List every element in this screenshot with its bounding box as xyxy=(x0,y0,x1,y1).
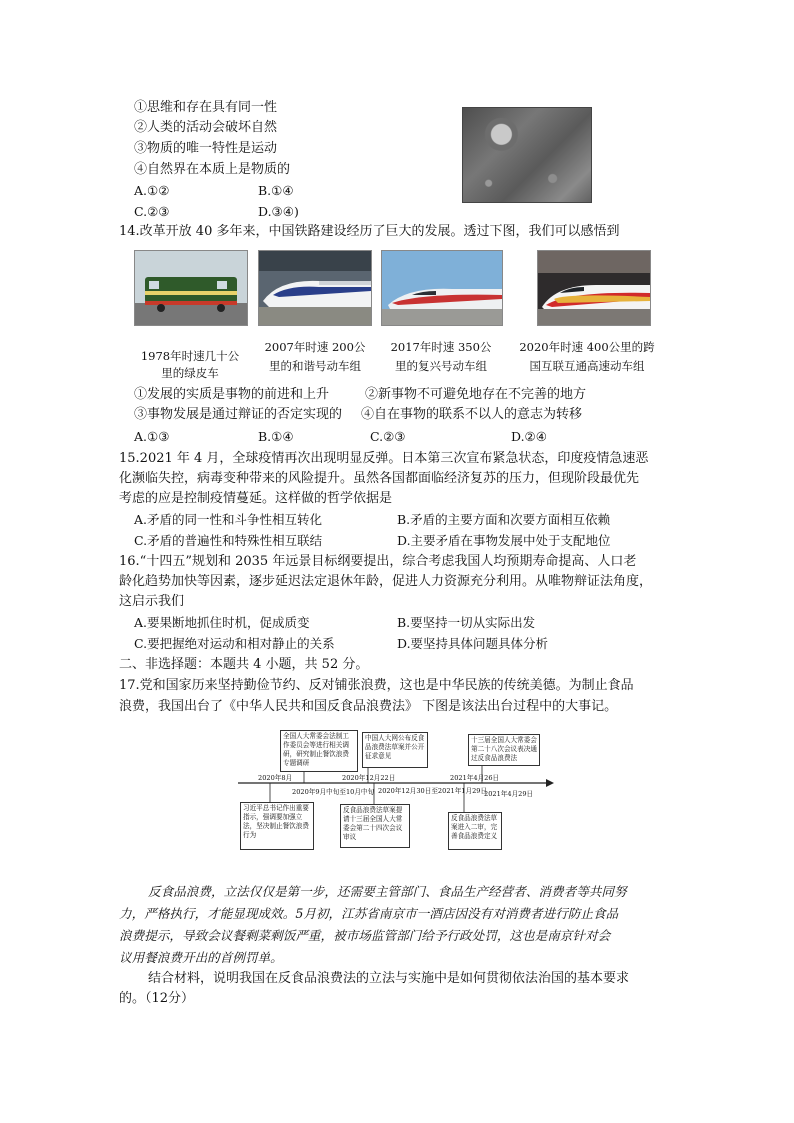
q17-question-line1: 结合材料，说明我国在反食品浪费法的立法与实施中是如何贯彻依法治国的基本要求 xyxy=(148,971,630,986)
timeline-box-6: 反食品浪费法草案进入二审，完善食品浪费定义 xyxy=(448,812,502,850)
q14-option-b: B.①④ xyxy=(258,429,294,444)
q14-stem: 14.改革开放 40 多年来，中国铁路建设经历了巨大的发展。透过下图，我们可以感悟到 xyxy=(119,224,620,239)
q17-material-line4: 议用餐浪费开出的首例罚单。 xyxy=(119,950,283,965)
q14-option-c: C.②③ xyxy=(370,429,406,444)
timeline-date-4: 2020年12月30日至2021年1月29日 xyxy=(378,787,488,795)
timeline-date-3: 2020年12月22日 xyxy=(342,774,396,782)
q14-item-1: ①发展的实质是事物的前进和上升 xyxy=(134,387,330,402)
q13-option-c: C.②③ xyxy=(134,204,170,219)
q13-item-1: ①思维和存在具有同一性 xyxy=(134,100,278,115)
q13-option-a: A.①② xyxy=(134,183,170,198)
q16-option-b: B.要坚持一切从实际出发 xyxy=(397,615,536,630)
timeline-date-5: 2021年4月26日 xyxy=(450,774,500,782)
q16-stem-line3: 这启示我们 xyxy=(119,594,185,609)
caption-1978-line2: 里的绿皮车 xyxy=(161,366,219,380)
q13-option-b: B.①④ xyxy=(258,183,294,198)
timeline-box-4: 习近平总书记作出重要指示，强调要加强立法，坚决制止餐饮浪费行为 xyxy=(240,802,314,850)
timeline-box-2: 中国人大网公布反食品浪费法草案并公开征求意见 xyxy=(362,732,428,768)
q15-option-a: A.矛盾的同一性和斗争性相互转化 xyxy=(134,512,323,527)
q17-material-line3: 浪费提示，导致会议餐剩菜剩饭严重，被市场监管部门给予行政处罚，这也是南京针对会 xyxy=(119,928,611,943)
timeline-date-2: 2020年9月中旬至10月中旬 xyxy=(292,788,375,796)
q15-option-b: B.矛盾的主要方面和次要方面相互依赖 xyxy=(397,512,611,527)
timeline-figure xyxy=(236,730,562,850)
timeline-date-6: 2021年4月29日 xyxy=(484,790,534,798)
q14-option-a: A.①③ xyxy=(134,429,170,444)
timeline-box-3: 十三届全国人大常委会第二十八次会议表决通过反食品浪费法 xyxy=(468,734,540,766)
timeline-date-1: 2020年8月 xyxy=(258,774,293,782)
train-photo-2007 xyxy=(258,250,372,326)
caption-2007-line1: 2007年时速 200公 xyxy=(264,340,366,354)
q14-option-d: D.②④ xyxy=(511,429,547,444)
q14-item-4: ④自在事物的联系不以人的意志为转移 xyxy=(361,407,583,422)
train-photo-2020 xyxy=(537,250,651,326)
q16-stem-line1: 16.“十四五”规划和 2035 年远景目标纲要提出，综合考虑我国人均预期寿命提高、人口老 xyxy=(119,554,637,569)
caption-2020-line1: 2020年时速 400公里的跨 xyxy=(519,340,655,354)
caption-1978-line1: 1978年时速几十公 xyxy=(140,349,240,363)
q16-option-d: D.要坚持具体问题具体分析 xyxy=(397,636,549,651)
q17-question-line2: 的。（12分） xyxy=(119,991,195,1006)
q16-option-a: A.要果断地抓住时机，促成质变 xyxy=(134,615,310,630)
q15-stem-line2: 化濒临失控，病毒变种带来的风险提升。虽然各国都面临经济复苏的压力，但现阶段最优先 xyxy=(119,471,640,486)
section-2-heading: 二、非选择题：本题共 4 小题，共 52 分。 xyxy=(119,657,369,672)
q13-option-d: D.③④) xyxy=(258,204,299,219)
timeline-box-1: 全国人大常委会法制工作委员会等进行相关调研，研究制止餐饮浪费专题调研 xyxy=(280,730,358,772)
caption-2017-line2: 里的复兴号动车组 xyxy=(395,359,487,373)
q15-option-c: C.矛盾的普遍性和特殊性相互联结 xyxy=(134,533,323,548)
q14-item-2: ②新事物不可避免地存在不完善的地方 xyxy=(365,387,587,402)
caption-2020-line2: 国互联互通高速动车组 xyxy=(529,359,645,373)
q16-option-c: C.要把握绝对运动和相对静止的关系 xyxy=(134,636,335,651)
q16-stem-line2: 龄化趋势加快等因素，逐步延迟法定退休年龄，促进人力资源充分利用。从唯物辩证法角度， xyxy=(119,574,653,589)
lunar-surface-photo xyxy=(462,107,592,203)
train-photo-1978 xyxy=(134,250,248,326)
q14-item-3: ③事物发展是通过辩证的否定实现的 xyxy=(134,407,343,422)
timeline-box-5: 反食品浪费法草案提请十三届全国人大常委会第二十四次会议审议 xyxy=(340,804,410,848)
q17-stem-line2: 浪费，我国出台了《中华人民共和国反食品浪费法》 下图是该法出台过程中的大事记。 xyxy=(119,699,618,714)
q13-item-3: ③物质的唯一特性是运动 xyxy=(134,141,278,156)
caption-2007-line2: 里的和谐号动车组 xyxy=(269,359,361,373)
caption-2017-line1: 2017年时速 350公 xyxy=(390,340,492,354)
q15-stem-line1: 15.2021 年 4 月，全球疫情再次出现明显反弹。日本第三次宣布紧急状态，印度疫情急速恶 xyxy=(119,451,649,466)
q15-stem-line3: 考虑的应是控制疫情蔓延。这样做的哲学依据是 xyxy=(119,491,393,506)
q17-material-line1: 反食品浪费，立法仅仅是第一步，还需要主管部门、食品生产经营者、消费者等共同努 xyxy=(148,884,627,899)
train-photo-2017 xyxy=(381,250,503,326)
q17-material-line2: 力，严格执行，才能显现成效。5月初，江苏省南京市一酒店因没有对消费者进行防止食品 xyxy=(119,906,619,921)
q13-item-2: ②人类的活动会破坏自然 xyxy=(134,120,278,135)
q15-option-d: D.主要矛盾在事物发展中处于支配地位 xyxy=(397,533,611,548)
q17-stem-line1: 17.党和国家历来坚持勤俭节约、反对铺张浪费，这也是中华民族的传统美德。为制止食品 xyxy=(119,678,634,693)
q13-item-4: ④自然界在本质上是物质的 xyxy=(134,162,291,177)
